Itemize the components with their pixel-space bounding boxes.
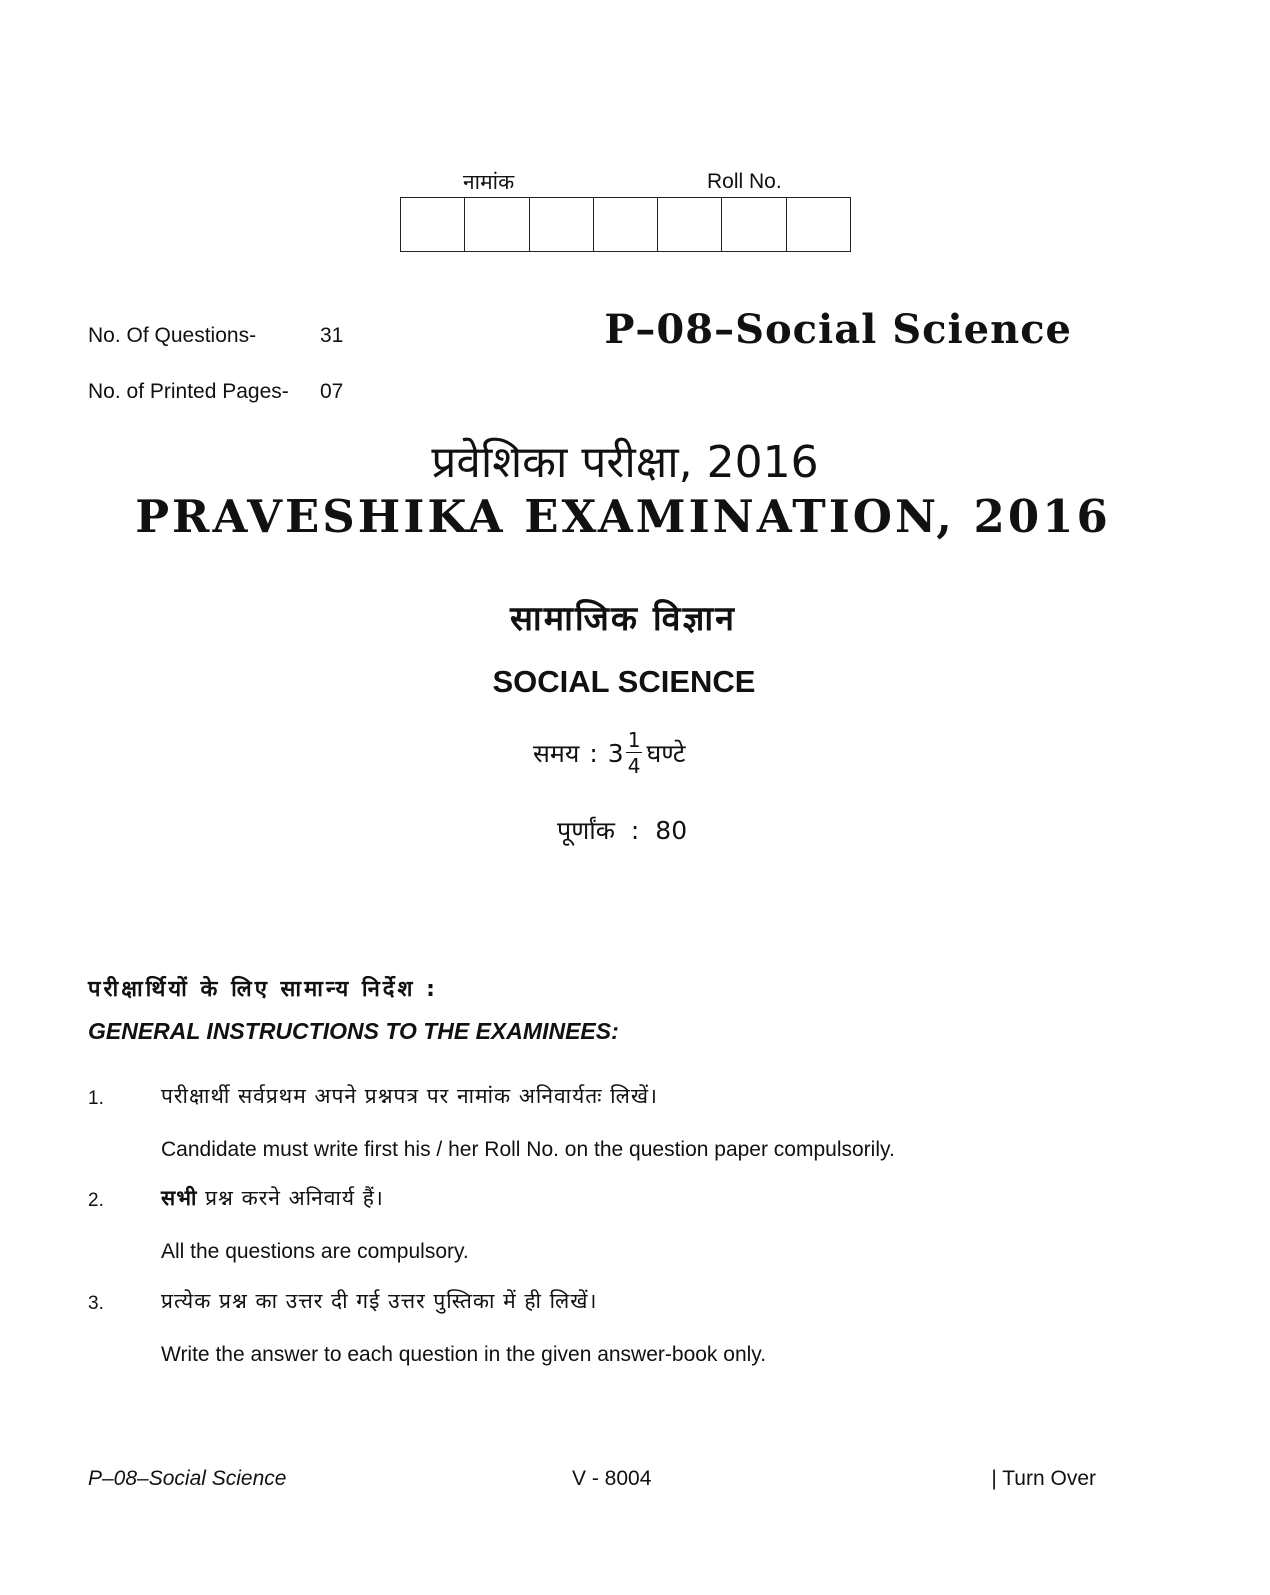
roll-number-box[interactable] (594, 198, 658, 251)
instruction-english: Candidate must write first his / her Roll No. on the question paper compulsorily. (161, 1138, 895, 1161)
footer-turn-over: | Turn Over (991, 1467, 1096, 1490)
instructions-heading-hindi: परीक्षार्थियों के लिए सामान्य निर्देश : (88, 977, 438, 1002)
roll-number-box[interactable] (401, 198, 465, 251)
roll-number-box[interactable] (787, 198, 850, 251)
time-whole: 3 (607, 738, 624, 768)
printed-pages-label: No. of Printed Pages- (88, 380, 289, 403)
instruction-hindi: परीक्षार्थी सर्वप्रथम अपने प्रश्नपत्र पर नामांक अनिवार्यतः लिखें। (161, 1084, 658, 1108)
marks-label: पूर्णांक (557, 816, 615, 845)
footer-version-code: V - 8004 (572, 1467, 652, 1490)
paper-code-title: P–08–Social Science (604, 306, 1072, 353)
instruction-hindi-line (161, 1184, 384, 1212)
max-marks (557, 813, 687, 847)
subject-hindi: सामाजिक विज्ञान (509, 599, 737, 639)
roll-number-boxes (400, 197, 851, 252)
exam-title-hindi: प्रवेशिका परीक्षा, 2016 (431, 437, 819, 488)
instruction-number: 3. (88, 1293, 104, 1314)
time-unit: घण्टे (646, 739, 686, 768)
instruction-hindi: प्रश्न करने अनिवार्य हैं। (205, 1186, 384, 1210)
instruction-number: 2. (88, 1190, 104, 1211)
time-separator: : (589, 738, 598, 768)
instructions-heading-english: GENERAL INSTRUCTIONS TO THE EXAMINEES: (88, 1018, 619, 1044)
roll-number-box[interactable] (722, 198, 786, 251)
instruction-english: Write the answer to each question in the given answer-book only. (161, 1343, 767, 1366)
footer-paper-code: P–08–Social Science (88, 1467, 287, 1490)
roll-number-english-label: Roll No. (707, 170, 782, 193)
time-fraction (626, 730, 643, 776)
time-label: समय (533, 739, 580, 768)
instruction-hindi-bold: सभी (161, 1186, 198, 1210)
marks-value: 80 (655, 816, 688, 845)
roll-number-hindi-label: नामांक (463, 170, 515, 194)
roll-number-box[interactable] (530, 198, 594, 251)
instruction-number: 1. (88, 1088, 104, 1109)
exam-title-english: PRAVESHIKA EXAMINATION, 2016 (135, 490, 1111, 543)
instruction-hindi: प्रत्येक प्रश्न का उत्तर दी गई उत्तर पुस्तिका में ही लिखें। (161, 1289, 598, 1313)
questions-count-label: No. Of Questions- (88, 324, 257, 347)
time-allowed (533, 730, 685, 776)
marks-separator: : (630, 816, 640, 845)
subject-english: SOCIAL SCIENCE (492, 664, 756, 699)
time-fraction-denominator: 4 (627, 754, 641, 778)
time-fraction-numerator: 1 (627, 728, 641, 752)
roll-number-box[interactable] (465, 198, 529, 251)
printed-pages-value: 07 (320, 380, 344, 403)
questions-count-value: 31 (320, 324, 344, 347)
roll-number-box[interactable] (658, 198, 722, 251)
instruction-english: All the questions are compulsory. (161, 1240, 469, 1263)
